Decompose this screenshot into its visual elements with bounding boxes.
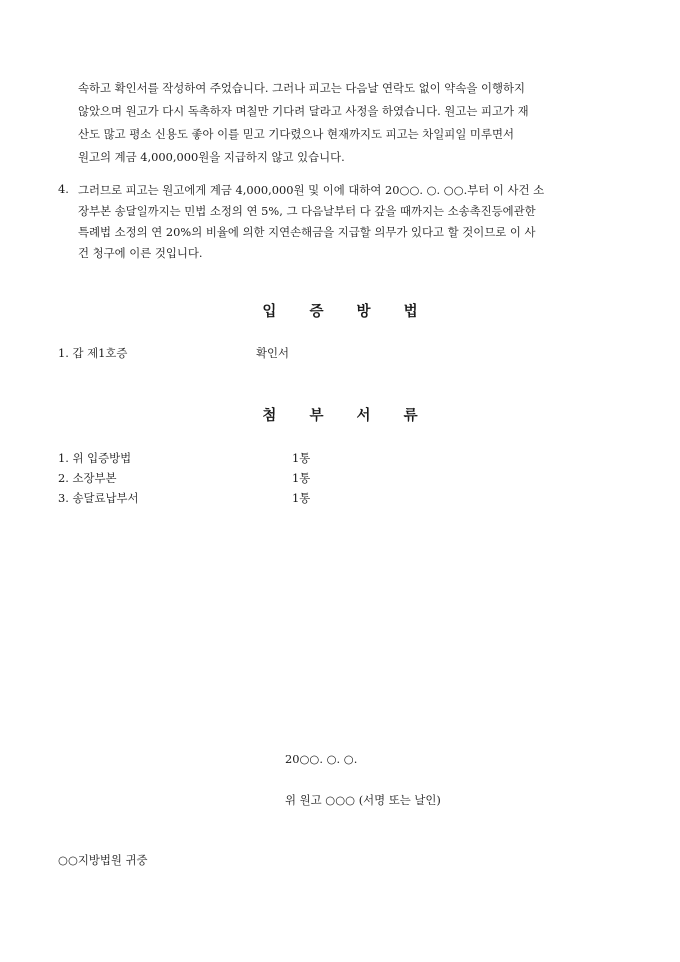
- evidence-item-value: 확인서: [256, 346, 290, 360]
- attachment-item-count: 1통: [292, 471, 311, 485]
- paragraph-line: 원고의 계금 4,000,000원을 지급하지 않고 있습니다.: [78, 150, 345, 164]
- paragraph-line: 산도 많고 평소 신용도 좋아 이를 믿고 기다렸으나 현재까지도 피고는 차일피일 미루면서: [78, 127, 514, 141]
- court-addressee: ○○지방법원 귀중: [58, 853, 148, 867]
- paragraph-line: 속하고 확인서를 작성하여 주었습니다. 그러나 피고는 다음날 연락도 없이 약속을 이행하지: [78, 81, 525, 95]
- paragraph-line: 특례법 소정의 연 20%의 비율에 의한 지연손해금을 지급할 의무가 있다고 할 것이므로 이 사: [78, 225, 536, 239]
- attachment-item-label: 3. 송달료납부서: [58, 491, 139, 505]
- attachments-heading: 첨 부 서 류: [262, 407, 432, 424]
- attachment-item-count: 1통: [292, 491, 311, 505]
- attachment-item-count: 1통: [292, 451, 311, 465]
- filing-date: 20○○. ○. ○.: [285, 752, 358, 766]
- evidence-heading: 입 증 방 법: [262, 303, 432, 320]
- plaintiff-signature-line: 위 원고 ○○○ (서명 또는 날인): [285, 793, 441, 807]
- paragraph-line: 그러므로 피고는 원고에게 계금 4,000,000원 및 이에 대하여 20○○. ○. ○○.부터 이 사건 소: [78, 183, 545, 197]
- paragraph-line: 건 청구에 이른 것입니다.: [78, 246, 203, 260]
- paragraph-line: 장부본 송달일까지는 민법 소정의 연 5%, 그 다음날부터 다 갚을 때까지는 소송촉진등에관한: [78, 204, 536, 218]
- attachment-item-label: 2. 소장부본: [58, 471, 117, 485]
- paragraph-number: 4.: [58, 182, 69, 196]
- evidence-item-label: 1. 갑 제1호증: [58, 346, 128, 360]
- attachment-item-label: 1. 위 입증방법: [58, 451, 132, 465]
- paragraph-line: 않았으며 원고가 다시 독촉하자 며칠만 기다려 달라고 사정을 하였습니다. 원고는 피고가 재: [78, 104, 529, 118]
